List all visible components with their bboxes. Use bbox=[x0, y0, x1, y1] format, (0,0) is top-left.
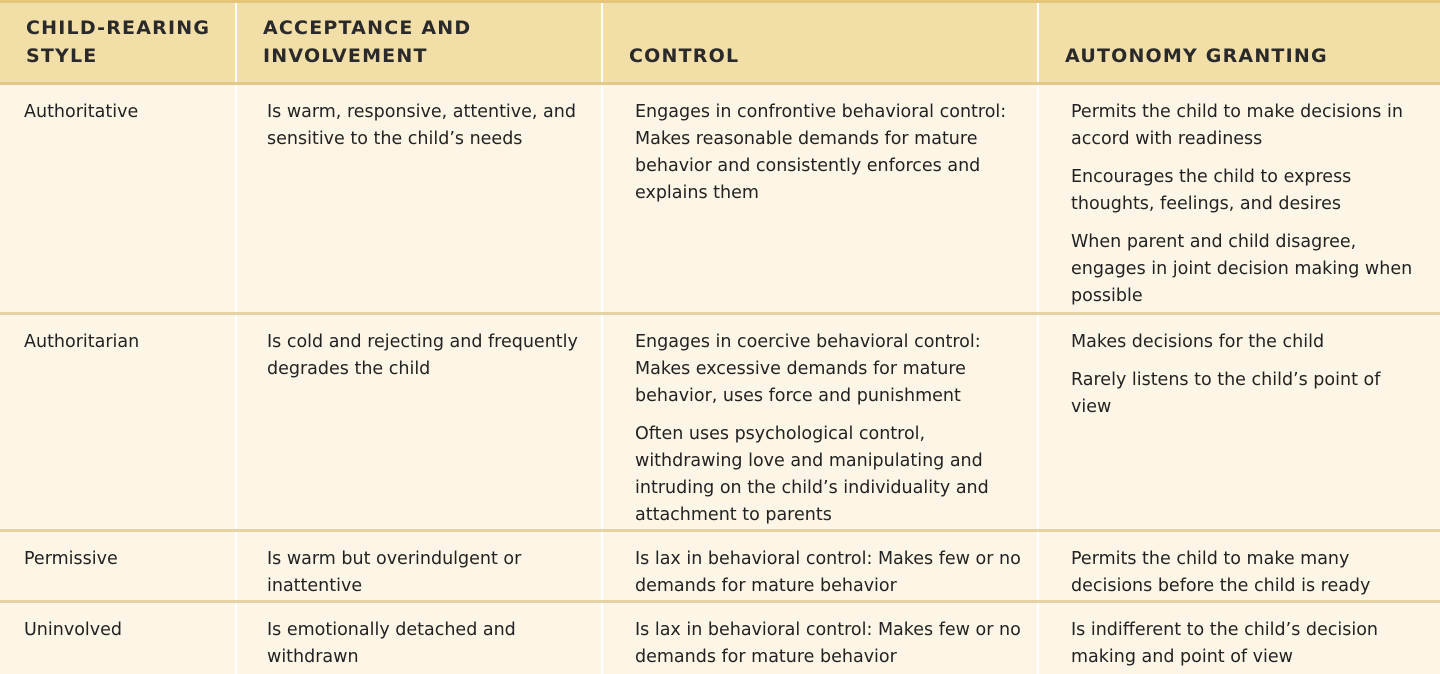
cell-text: Makes decisions for the child bbox=[1071, 332, 1325, 352]
control-cell bbox=[602, 314, 1038, 531]
cell-text: Is cold and rejecting and frequently degrades the child bbox=[267, 332, 578, 379]
table-row bbox=[0, 531, 1440, 602]
cell-text: Engages in confrontive behavioral control: Makes reasonable demands for mature behavior and consistently enforces and explains them bbox=[635, 102, 1007, 203]
header-autonomy-granting: AUTONOMY GRANTING bbox=[1038, 2, 1440, 84]
header-row bbox=[0, 2, 1440, 84]
cell-text: Rarely listens to the child’s point of view bbox=[1071, 370, 1381, 417]
cell-text: Is warm, responsive, attentive, and sensitive to the child’s needs bbox=[267, 102, 576, 149]
cell-text: Often uses psychological control, withdrawing love and manipulating and intruding on the child’s individuality and attachment to parents bbox=[635, 424, 989, 525]
cell-text: Is lax in behavioral control: Makes few or no demands for mature behavior bbox=[635, 549, 1021, 596]
acceptance-cell bbox=[236, 84, 602, 314]
cell-text: Permits the child to make decisions in accord with readiness bbox=[1071, 102, 1403, 149]
style-cell bbox=[0, 314, 236, 531]
control-cell bbox=[602, 531, 1038, 602]
table-row bbox=[0, 602, 1440, 674]
style-label: Permissive bbox=[24, 549, 118, 569]
autonomy-cell bbox=[1038, 314, 1440, 531]
acceptance-cell bbox=[236, 602, 602, 674]
header-acceptance-involvement: ACCEPTANCE AND INVOLVEMENT bbox=[236, 2, 602, 84]
autonomy-cell bbox=[1038, 84, 1440, 314]
cell-text: Is lax in behavioral control: Makes few or no demands for mature behavior bbox=[635, 620, 1021, 667]
table-header bbox=[0, 2, 1440, 84]
control-cell bbox=[602, 84, 1038, 314]
style-label: Uninvolved bbox=[24, 620, 123, 640]
style-label: Authoritarian bbox=[24, 332, 140, 352]
table-row bbox=[0, 314, 1440, 531]
table-body bbox=[0, 84, 1440, 674]
style-cell bbox=[0, 602, 236, 674]
acceptance-cell bbox=[236, 314, 602, 531]
cell-text: Encourages the child to express thoughts, feelings, and desires bbox=[1071, 167, 1352, 214]
header-control: CONTROL bbox=[602, 2, 1038, 84]
cell-text: Permits the child to make many decisions before the child is ready bbox=[1071, 549, 1371, 596]
style-cell bbox=[0, 84, 236, 314]
control-cell bbox=[602, 602, 1038, 674]
autonomy-cell bbox=[1038, 531, 1440, 602]
header-child-rearing-style: CHILD-REARING STYLE bbox=[0, 2, 236, 84]
style-cell bbox=[0, 531, 236, 602]
cell-text: Engages in coercive behavioral control: Makes excessive demands for mature behavior, uses force and punishment bbox=[635, 332, 981, 406]
cell-text: Is emotionally detached and withdrawn bbox=[267, 620, 516, 667]
cell-text: Is warm but overindulgent or inattentive bbox=[267, 549, 522, 596]
autonomy-cell bbox=[1038, 602, 1440, 674]
cell-text: Is indifferent to the child’s decision making and point of view bbox=[1071, 620, 1379, 667]
acceptance-cell bbox=[236, 531, 602, 602]
cell-text: When parent and child disagree, engages in joint decision making when possible bbox=[1071, 232, 1413, 306]
table-row bbox=[0, 84, 1440, 314]
style-label: Authoritative bbox=[24, 102, 139, 122]
